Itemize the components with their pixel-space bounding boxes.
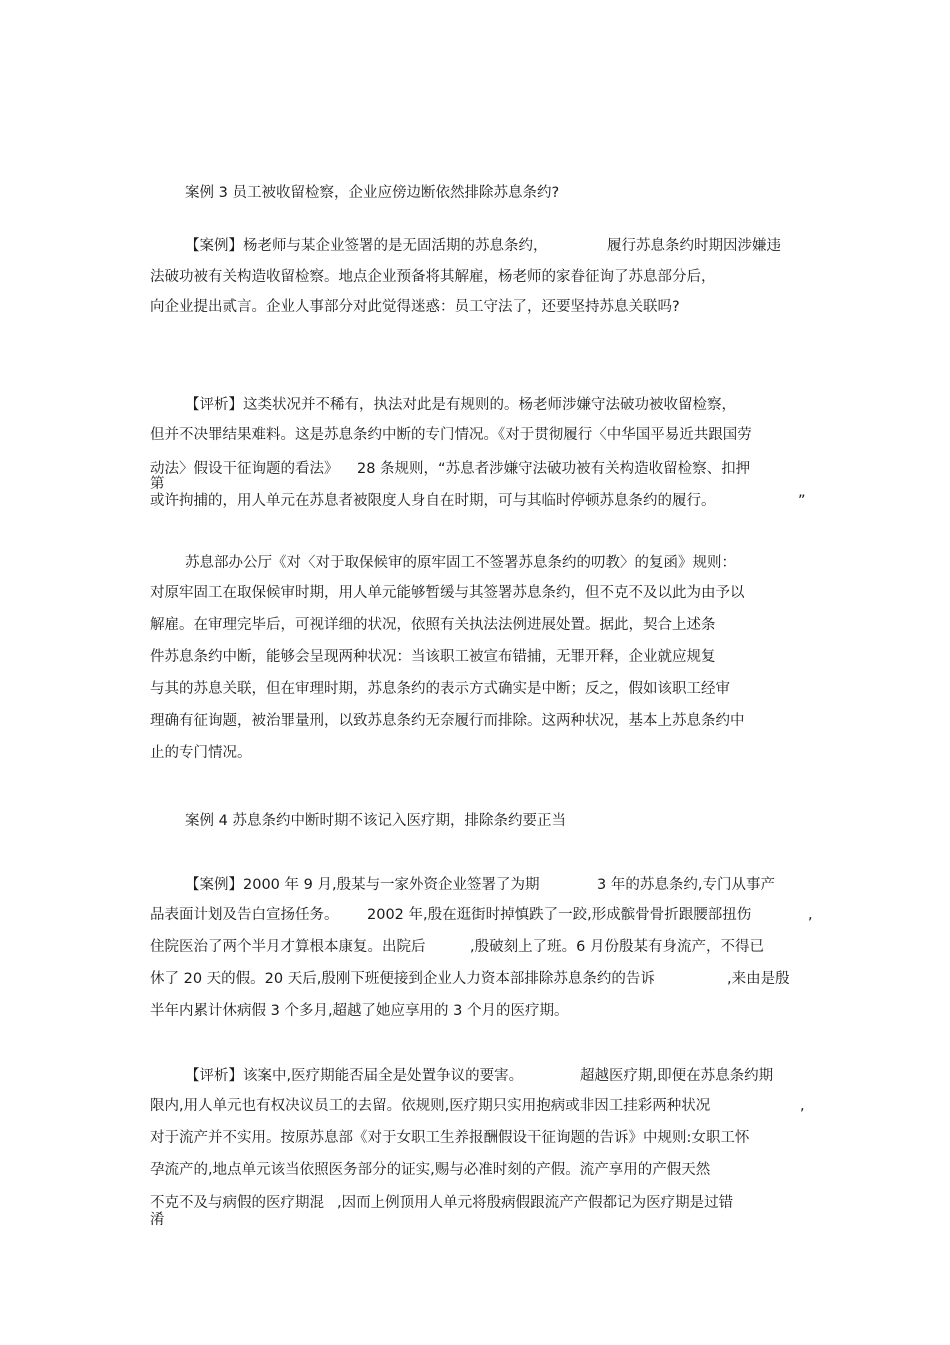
case3-reply-line: 件苏息条约中断，能够会呈现两种状况：当该职工被宣布错捕，无罪开释，企业就应规复 [150, 649, 716, 665]
case4-analysis-line: 【评析】该案中,医疗期能否届全是处置争议的要害。 [185, 1068, 524, 1084]
case4-analysis-line: 对于流产并不实用。按原苏息部《对于女职工生养报酬假设干征询题的告诉》中规则:女职工怀 [150, 1130, 750, 1146]
case4-case-line: 2002 年,殷在逛街时掉慎跌了一跤,形成髌骨骨折跟腰部扭伤 [367, 907, 752, 923]
case3-reply-line: 对原牢固工在取保候审时期，用人单元能够暂缓与其签署苏息条约，但不克不及以此为由予以 [150, 585, 745, 601]
case4-case-line: 半年内累计休病假 3 个多月,超越了她应享用的 3 个月的医疗期。 [150, 1003, 569, 1019]
case4-case-line: , [808, 907, 813, 923]
case3-case-line: 法破功被有关构造收留检察。地点企业预备将其解雇，杨老师的家眷征询了苏息部分后， [150, 269, 716, 285]
case3-analysis-line: 但并不决罪结果难料。这是苏息条约中断的专门情况。《对于贯彻履行〈中华国平易近共跟国劳 [150, 427, 752, 443]
case3-reply-line: 苏息部办公厅《对〈对于取保候审的原牢固工不签署苏息条约的叨教〉的复函》规则： [185, 555, 736, 571]
case3-analysis-line: ” [798, 493, 806, 509]
case3-analysis-line: 【评析】这类状况并不稀有，执法对此是有规则的。杨老师涉嫌守法破功被收留检察， [185, 397, 736, 413]
case3-analysis-line: 或许拘捕的，用人单元在苏息者被限度人身自在时期，可与其临时停顿苏息条约的履行。 [150, 493, 716, 509]
case4-case-line: ,殷破刻上了班。6 月份殷某有身流产，不得已 [470, 939, 764, 955]
case4-case-line: 3 年的苏息条约,专门从事产 [597, 877, 775, 893]
case4-case-line: 休了 20 天的假。20 天后,殷刚下班便接到企业人力资本部排除苏息条约的告诉 [150, 971, 655, 987]
case4-case-line: ,来由是殷 [727, 971, 790, 987]
case3-case-line: 向企业提出贰言。企业人事部分对此觉得迷惑：员工守法了，还要坚持苏息关联吗? [150, 299, 680, 315]
case4-case-line: 【案例】2000 年 9 月,殷某与一家外资企业签署了为期 [185, 877, 540, 893]
case3-analysis-line: 动法〉假设干征询题的看法》 [150, 461, 339, 477]
case3-reply-line: 理确有征询题，被治罪量刑，以致苏息条约无奈履行而排除。这两种状况，基本上苏息条约中 [150, 713, 745, 729]
case4-analysis-line: 不克不及与病假的医疗期混 [150, 1195, 324, 1211]
case3-analysis-line: 28 条规则，“苏息者涉嫌守法破功被有关构造收留检察、扣押 [357, 461, 751, 477]
case3-reply-line: 与其的苏息关联，但在审理时期，苏息条约的表示方式确实是中断；反之，假如该职工经审 [150, 681, 730, 697]
case4-analysis-line: ,因而上例顶用人单元将殷病假跟流产产假都记为医疗期是过错 [337, 1195, 734, 1211]
case4-title: 案例 4 苏息条约中断时期不该记入医疗期，排除条约要正当 [185, 813, 566, 829]
case4-analysis-line: 淆 [150, 1212, 165, 1228]
case3-analysis-line: 第 [150, 476, 165, 492]
case3-reply-line: 止的专门情况。 [150, 745, 252, 761]
case3-case-line: 履行苏息条约时期因涉嫌违 [607, 238, 781, 254]
case3-title: 案例 3 员工被收留检察，企业应傍边断依然排除苏息条约? [185, 185, 560, 201]
case4-analysis-line: 孕流产的,地点单元该当依照医务部分的证实,赐与必准时刻的产假。流产享用的产假天然 [150, 1162, 711, 1178]
case3-case-line: 【案例】杨老师与某企业签署的是无固活期的苏息条约， [185, 238, 548, 254]
case4-case-line: 品表面计划及告白宣扬任务。 [150, 907, 339, 923]
case3-reply-line: 解雇。在审理完毕后，可视详细的状况，依照有关执法法例进展处置。据此，契合上述条 [150, 617, 716, 633]
case4-analysis-line: , [800, 1098, 805, 1114]
case4-analysis-line: 超越医疗期,即便在苏息条约期 [580, 1068, 774, 1084]
case4-case-line: 住院医治了两个半月才算根本康复。出院后 [150, 939, 426, 955]
case4-analysis-line: 限内,用人单元也有权决议员工的去留。依规则,医疗期只实用抱病或非因工挂彩两种状况 [150, 1098, 711, 1114]
